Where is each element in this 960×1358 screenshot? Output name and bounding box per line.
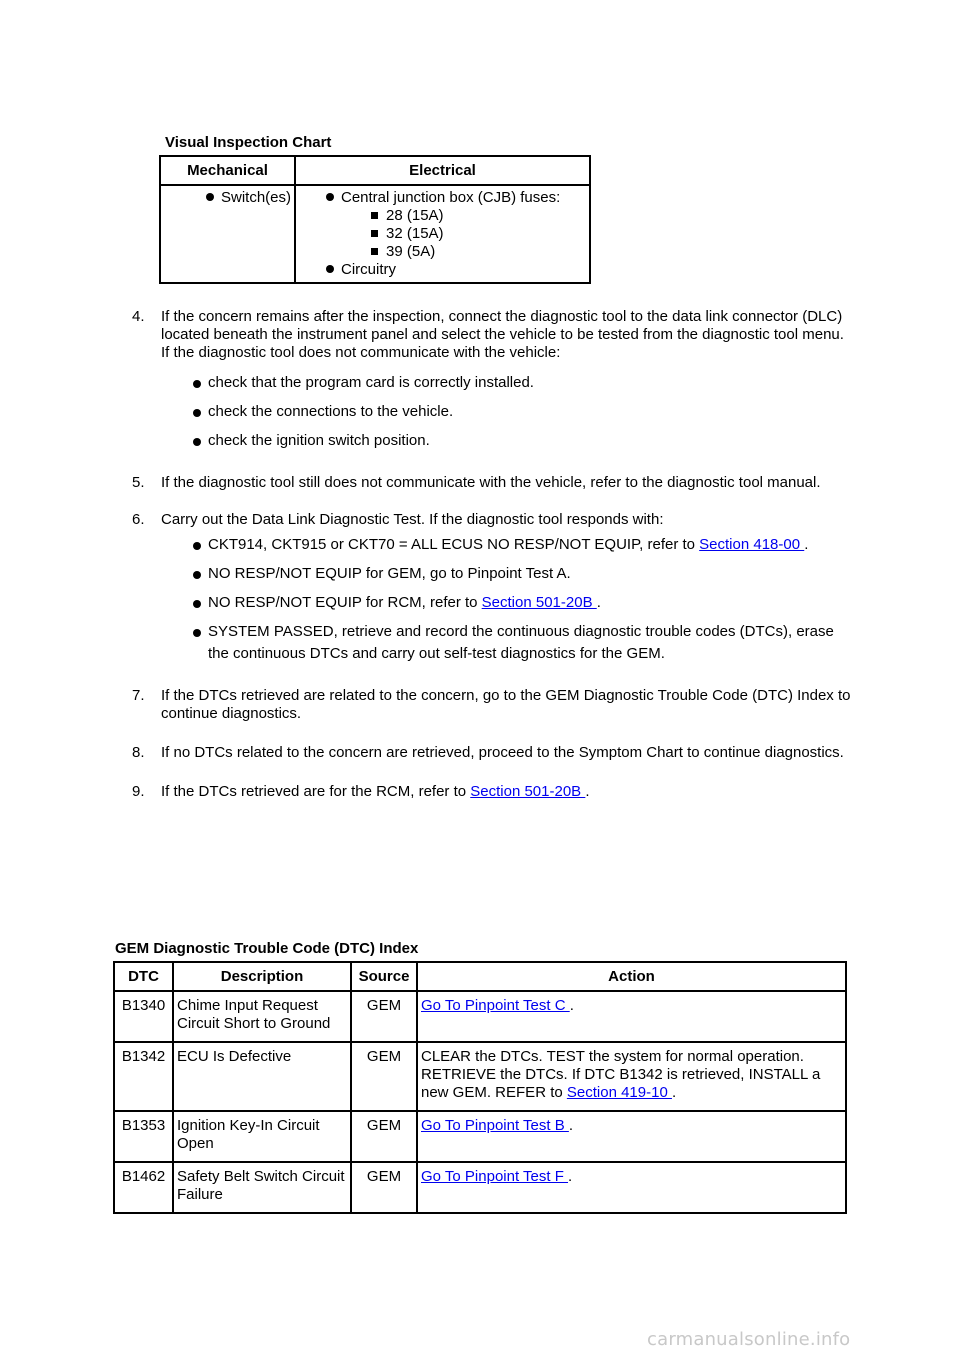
header-mechanical: Mechanical bbox=[160, 156, 295, 185]
step-6 bbox=[132, 511, 852, 665]
period: . bbox=[671, 1084, 677, 1101]
dtc-source: GEM bbox=[351, 1042, 417, 1111]
dtc-source: GEM bbox=[351, 1162, 417, 1213]
dtc-description: Ignition Key-In Circuit Open bbox=[173, 1111, 351, 1162]
step-number: 8. bbox=[132, 744, 145, 761]
dtc-source: GEM bbox=[351, 991, 417, 1042]
table-row bbox=[114, 991, 846, 1042]
table-row bbox=[114, 1042, 846, 1111]
dtc-code: B1353 bbox=[114, 1111, 173, 1162]
dtc-source: GEM bbox=[351, 1111, 417, 1162]
list-item bbox=[132, 621, 852, 665]
square-bullet-icon bbox=[371, 248, 378, 255]
pinpoint-test-b-link[interactable]: Go To Pinpoint Test B bbox=[421, 1117, 569, 1134]
step-text: If the concern remains after the inspection, connect the diagnostic tool to the data link connector (DLC) located beneath the instrument panel and select the vehicle to be tested from the diagnostic tool menu. If the diagnostic tool does not communicate with the vehicle: bbox=[161, 308, 844, 361]
table-header-row bbox=[114, 962, 846, 991]
bullet-icon bbox=[193, 380, 201, 388]
list-item bbox=[132, 592, 852, 614]
square-bullet-icon bbox=[371, 212, 378, 219]
dtc-index-title: GEM Diagnostic Trouble Code (DTC) Index bbox=[115, 940, 419, 957]
header-action: Action bbox=[417, 962, 846, 991]
step-number: 4. bbox=[132, 308, 145, 325]
section-419-10-link[interactable]: Section 419-10 bbox=[566, 1084, 672, 1101]
period: . bbox=[568, 1117, 574, 1134]
fuse-item: 39 (5A) bbox=[386, 243, 436, 260]
dtc-index-table bbox=[113, 961, 847, 1214]
step-number: 6. bbox=[132, 511, 145, 528]
action-text: CLEAR the DTCs. TEST the system for normal operation. RETRIEVE the DTCs. If DTC B1342 is retrieved, INSTALL a new GEM. REFER to bbox=[421, 1048, 821, 1101]
bullet-icon bbox=[193, 600, 201, 608]
header-source: Source bbox=[351, 962, 417, 991]
bullet-text: SYSTEM PASSED, retrieve and record the continuous diagnostic trouble codes (DTCs), erase the continuous DTCs and carry out self-test diagnostics for the GEM. bbox=[208, 623, 834, 662]
bullet-text: NO RESP/NOT EQUIP for GEM, go to Pinpoint Test A. bbox=[208, 565, 571, 582]
fuse-item: 32 (15A) bbox=[386, 225, 444, 242]
period: . bbox=[568, 1168, 573, 1185]
list-item bbox=[132, 401, 852, 423]
electrical-cell bbox=[295, 185, 590, 283]
step-5 bbox=[132, 474, 852, 492]
dtc-code: B1342 bbox=[114, 1042, 173, 1111]
square-bullet-icon bbox=[371, 230, 378, 237]
pinpoint-test-c-link[interactable]: Go To Pinpoint Test C bbox=[421, 997, 570, 1014]
step-7 bbox=[132, 687, 852, 723]
dtc-code: B1462 bbox=[114, 1162, 173, 1213]
period: . bbox=[804, 536, 809, 553]
procedure-steps bbox=[132, 308, 852, 817]
step-8 bbox=[132, 744, 852, 762]
list-item bbox=[132, 372, 852, 394]
list-item bbox=[132, 534, 852, 556]
bullet-icon bbox=[193, 571, 201, 579]
watermark: carmanualsonline.info bbox=[647, 1329, 851, 1350]
dtc-action bbox=[417, 1162, 846, 1213]
period: . bbox=[596, 594, 601, 611]
dtc-description: ECU Is Defective bbox=[173, 1042, 351, 1111]
bullet-icon bbox=[206, 193, 214, 201]
pinpoint-test-f-link[interactable]: Go To Pinpoint Test F bbox=[421, 1168, 569, 1185]
dtc-description: Chime Input Request Circuit Short to Ground bbox=[173, 991, 351, 1042]
step-text: If the DTCs retrieved are related to the concern, go to the GEM Diagnostic Trouble Code (DTC) Index to continue diagnostics. bbox=[161, 687, 851, 722]
bullet-icon bbox=[193, 542, 201, 550]
bullet-text: check the ignition switch position. bbox=[208, 432, 430, 449]
step-number: 7. bbox=[132, 687, 145, 704]
visual-inspection-table bbox=[159, 155, 591, 284]
bullet-icon bbox=[326, 265, 334, 273]
step-4 bbox=[132, 308, 852, 452]
step-9 bbox=[132, 783, 852, 801]
mechanical-cell bbox=[160, 185, 295, 283]
dtc-action bbox=[417, 991, 846, 1042]
step-number: 5. bbox=[132, 474, 145, 491]
step-number: 9. bbox=[132, 783, 145, 800]
period: . bbox=[569, 997, 574, 1014]
bullet-text: NO RESP/NOT EQUIP for RCM, refer to bbox=[208, 594, 482, 611]
table-header-row bbox=[160, 156, 590, 185]
dtc-description: Safety Belt Switch Circuit Failure bbox=[173, 1162, 351, 1213]
fuse-item: 28 (15A) bbox=[386, 207, 444, 224]
visual-inspection-chart-title: Visual Inspection Chart bbox=[165, 134, 332, 151]
mechanical-item: Switch(es) bbox=[220, 189, 291, 206]
bullet-text: CKT914, CKT915 or CKT70 = ALL ECUS NO RESP/NOT EQUIP, refer to bbox=[208, 536, 700, 553]
bullet-text: check that the program card is correctly installed. bbox=[208, 374, 534, 391]
section-501-20b-link[interactable]: Section 501-20B bbox=[481, 594, 597, 611]
dtc-action bbox=[417, 1042, 846, 1111]
dtc-code: B1340 bbox=[114, 991, 173, 1042]
header-dtc: DTC bbox=[114, 962, 173, 991]
bullet-icon bbox=[326, 193, 334, 201]
list-item bbox=[132, 563, 852, 585]
table-row bbox=[160, 185, 590, 283]
period: . bbox=[585, 783, 590, 800]
table-row bbox=[114, 1162, 846, 1213]
list-item bbox=[132, 430, 852, 452]
electrical-other: Circuitry bbox=[341, 261, 396, 278]
electrical-fuses-label: Central junction box (CJB) fuses: bbox=[341, 189, 561, 206]
table-row bbox=[114, 1111, 846, 1162]
step-text: If no DTCs related to the concern are retrieved, proceed to the Symptom Chart to continue diagnostics. bbox=[161, 744, 844, 761]
section-418-00-link[interactable]: Section 418-00 bbox=[699, 536, 805, 553]
bullet-icon bbox=[193, 409, 201, 417]
step-text: Carry out the Data Link Diagnostic Test. If the diagnostic tool responds with: bbox=[161, 511, 664, 528]
bullet-icon bbox=[193, 629, 201, 637]
step-text: If the DTCs retrieved are for the RCM, refer to bbox=[161, 783, 471, 800]
bullet-text: check the connections to the vehicle. bbox=[208, 403, 454, 420]
dtc-action bbox=[417, 1111, 846, 1162]
step-text: If the diagnostic tool still does not communicate with the vehicle, refer to the diagnostic tool manual. bbox=[161, 474, 821, 491]
header-description: Description bbox=[173, 962, 351, 991]
section-501-20b-link[interactable]: Section 501-20B bbox=[470, 783, 586, 800]
header-electrical: Electrical bbox=[295, 156, 590, 185]
bullet-icon bbox=[193, 438, 201, 446]
